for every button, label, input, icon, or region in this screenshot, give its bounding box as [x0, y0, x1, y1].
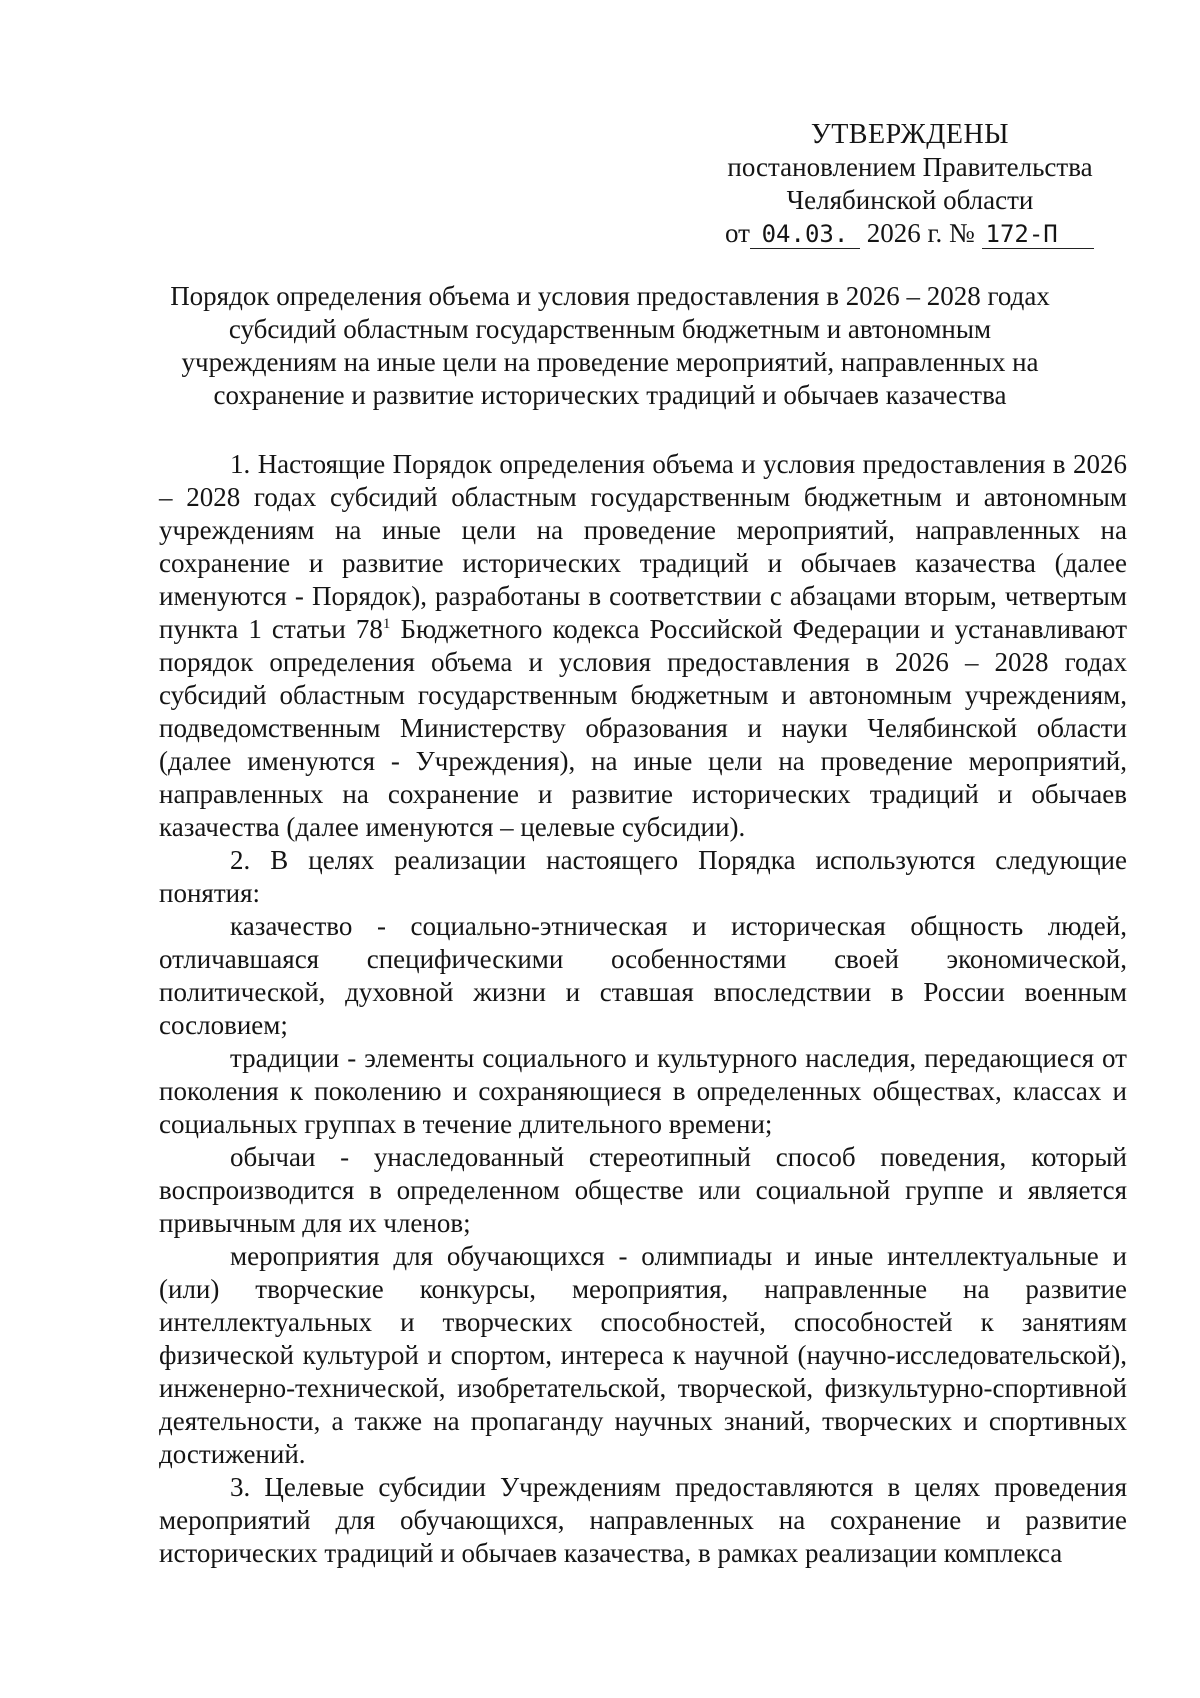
approval-line-government: постановлением Правительства: [727, 152, 1093, 182]
definition-customs: обычаи - унаследованный стереотипный способ поведения, который воспроизводится в определенном обществе или социальной группе и является привычным для их членов;: [159, 1142, 1127, 1238]
approval-line-region: Челябинской области: [786, 185, 1034, 215]
paragraph-1: [159, 448, 1127, 844]
approval-stamp-block: [700, 118, 1120, 250]
approval-heading: УТВЕРЖДЕНЫ: [810, 119, 1010, 150]
paragraph-1-text-continued: Бюджетного кодекса Российской Федерации и устанавливают порядок определения объема и условия предоставления в 2026 – 2028 годах субсидий областным государственным бюджетным и автономным учреждениям, подведомственным Министерству образования и науки Челябинской области (далее именуются - Учреждения), на иные цели на проведение мероприятий, направленных на сохранение и развитие исторических традиций и обычаев казачества (далее именуются – целевые субсидии).: [159, 614, 1128, 842]
document-number: 172-П: [982, 220, 1094, 249]
year-and-number-label: 2026 г. №: [866, 218, 975, 248]
definition-cossacks: казачество - социально-этническая и историческая общность людей, отличавшаяся специфическими особенностями своей экономической, политической, духовной жизни и ставшая впоследствии в России военным сословием;: [159, 911, 1127, 1040]
date-prefix: от: [725, 218, 750, 248]
paragraph-2: 2. В целях реализации настоящего Порядка используются следующие понятия:: [159, 845, 1127, 908]
definition-traditions: традиции - элементы социального и культурного наследия, передающиеся от поколения к поколению и сохраняющиеся в определенных обществах, классах и социальных группах в течение длительного времени;: [159, 1043, 1127, 1139]
paragraph-1-text: 1. Настоящие Порядок определения объема и условия предоставления в 2026 – 2028 годах субсидий областным государственным бюджетным и автономным учреждениям на иные цели на проведение мероприятий, направленных на сохранение и развитие исторических традиций и обычаев казачества (далее именуются - Порядок), разработаны в соответствии с абзацами вторым, четвертым пункта 1 статьи 78: [159, 449, 1127, 644]
title-line: Порядок определения объема и условия предоставления в 2026 – 2028 годах: [170, 281, 1050, 311]
document-body: [159, 448, 1127, 1570]
title-line: субсидий областным государственным бюджетным и автономным: [228, 314, 992, 344]
paragraph-3: 3. Целевые субсидии Учреждениям предоставляются в целях проведения мероприятий для обучающихся, направленных на сохранение и развитие исторических традиций и обычаев казачества, в рамках реализации комплекса: [159, 1472, 1127, 1568]
definition-events: мероприятия для обучающихся - олимпиады и иные интеллектуальные и (или) творческие конкурсы, мероприятия, направленные на развитие интеллектуальных и творческих способностей, способностей к занятиям физической культурой и спортом, интереса к научной (научно-исследовательской), инженерно-технической, изобретательской, творческой, физкультурно-спортивной деятельности, а также на пропаганду научных знаний, творческих и спортивных достижений.: [159, 1241, 1127, 1469]
approval-date-line: [700, 217, 1120, 250]
date-value: 04.03.: [750, 220, 860, 249]
article-superscript: 1: [382, 616, 391, 632]
document-title: [160, 280, 1060, 412]
title-line: учреждениям на иные цели на проведение мероприятий, направленных на: [181, 347, 1039, 377]
title-line: сохранение и развитие исторических традиций и обычаев казачества: [213, 380, 1007, 410]
